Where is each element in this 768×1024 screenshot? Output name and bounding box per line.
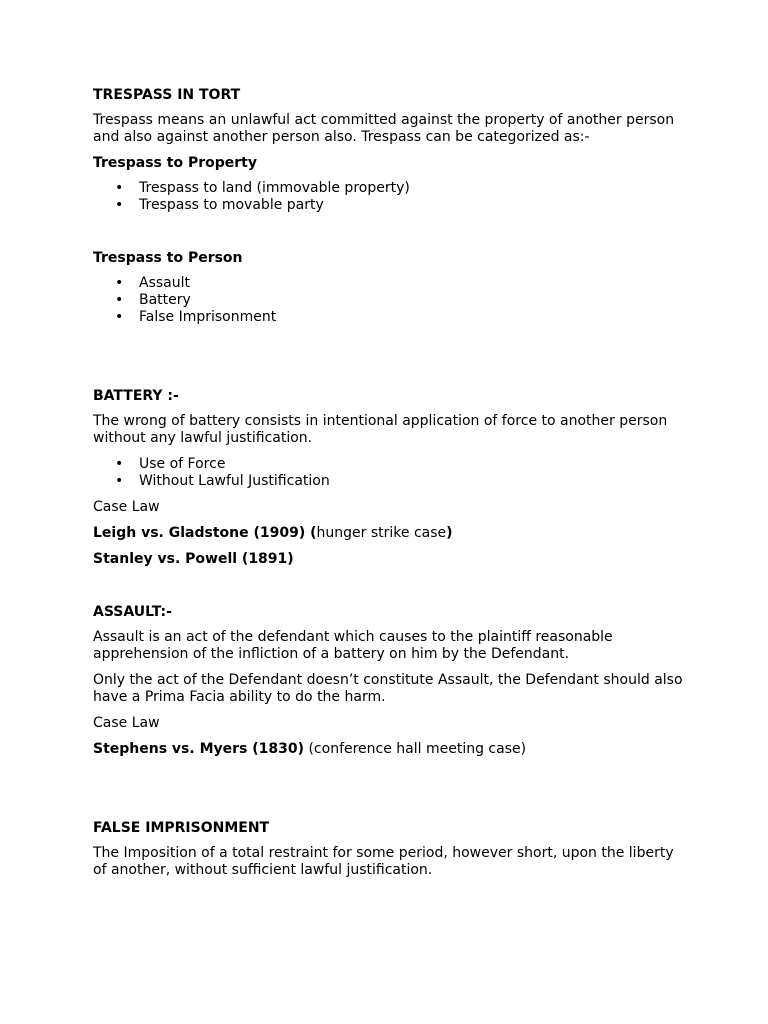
intro-paragraph: Trespass means an unlawful act committed against the property of another person and also against another person also. Trespass can be categorized as:-: [93, 112, 675, 145]
battery-list: [93, 456, 683, 490]
document-content: [93, 87, 683, 888]
assault-paragraph-1: Assault is an act of the defendant which causes to the plaintiff reasonable apprehension of the infliction of a battery on him by the Defendant.: [93, 629, 613, 662]
battery-case-1: Leigh vs. Gladstone (1909) (hunger strike case): [93, 525, 453, 541]
bullet-icon: •: [115, 275, 124, 291]
list-item: • Assault: [115, 275, 190, 291]
false-imprisonment-paragraph: The Imposition of a total restraint for some period, however short, upon the liberty of another, without sufficient lawful justification.: [93, 845, 674, 878]
bullet-icon: •: [115, 309, 124, 325]
assault-paragraph-2: Only the act of the Defendant doesn’t constitute Assault, the Defendant should also have a Prima Facia ability to do the harm.: [93, 672, 683, 705]
list-item: • Battery: [115, 292, 191, 308]
bullet-icon: •: [115, 292, 124, 308]
document-title: TRESPASS IN TORT: [93, 87, 241, 103]
battery-heading: BATTERY :-: [93, 388, 179, 404]
assault-heading: ASSAULT:-: [93, 604, 172, 620]
list-item: • Trespass to land (immovable property): [115, 180, 410, 196]
list-item: • Without Lawful Justification: [115, 473, 330, 489]
list-item: • False Imprisonment: [115, 309, 277, 325]
battery-case-law-label: Case Law: [93, 499, 160, 515]
bullet-icon: •: [115, 473, 124, 489]
property-list: [93, 180, 683, 214]
trespass-property-heading: Trespass to Property: [93, 155, 257, 171]
assault-case-1: Stephens vs. Myers (1830) (conference hall meeting case): [93, 741, 527, 757]
bullet-icon: •: [115, 180, 124, 196]
trespass-person-heading: Trespass to Person: [93, 250, 243, 266]
battery-case-2: Stanley vs. Powell (1891): [93, 551, 294, 567]
list-item: • Trespass to movable party: [115, 197, 324, 213]
list-item: • Use of Force: [115, 456, 226, 472]
false-imprisonment-heading: FALSE IMPRISONMENT: [93, 820, 270, 836]
assault-case-law-label: Case Law: [93, 715, 160, 731]
bullet-icon: •: [115, 197, 124, 213]
bullet-icon: •: [115, 456, 124, 472]
person-list: [93, 275, 683, 326]
battery-paragraph: The wrong of battery consists in intentional application of force to another person without any lawful justification.: [93, 413, 668, 446]
